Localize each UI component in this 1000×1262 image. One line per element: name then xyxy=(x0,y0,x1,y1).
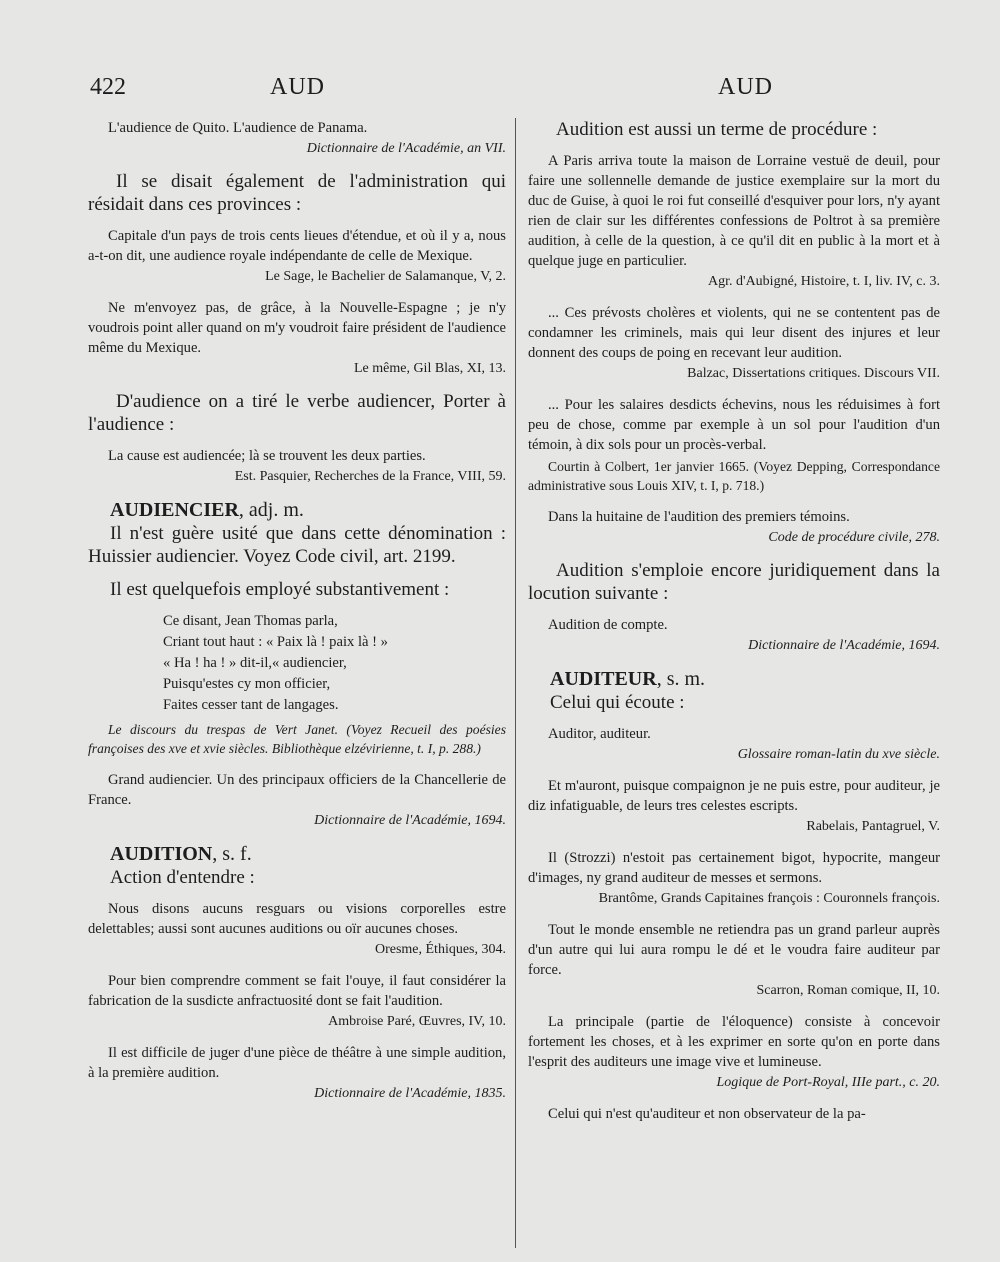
quote: Tout le monde ensemble ne retiendra pas un grand parleur auprès d'un autre qui lui aura rompu le dé et le voudra faire auditeur par force. xyxy=(528,922,940,978)
citation: Code de procédure civile, 278. xyxy=(768,530,940,545)
headword-audition xyxy=(110,842,506,866)
citation: Brantôme, Grands Capitaines françois : Couronnels françois. xyxy=(598,891,940,906)
quote: La principale (partie de l'éloquence) consiste à concevoir fortement les choses, et à les exprimer en sorte qu'on en porte dans l'esprit des auditeurs une image vive et lumineuse. xyxy=(528,1014,940,1070)
definition: Action d'entendre : xyxy=(110,867,255,888)
part-of-speech: , s. m. xyxy=(656,668,706,690)
quote: La cause est audiencée; là se trouvent les deux parties. xyxy=(108,448,426,464)
quote: L'audience de Quito. L'audience de Panama. xyxy=(108,120,368,136)
quote: Pour bien comprendre comment se fait l'ouye, il faut considérer la fabrication de la susdicte anfractuosité dont se fait l'audition. xyxy=(88,973,506,1009)
quote: A Paris arriva toute la maison de Lorraine vestuë de deuil, pour faire une sollennelle demande de justice exemplaire sur la mort du duc de Guise, à quoi le roi fut conseillé d'esquiver pour lors, n'y ayant rien de clair sur les différentes confessions de Poltrot à sa première audition, à celle de la question, à ce qu'il dit en public à la mort et à quelque juge en particulier. xyxy=(528,153,940,269)
right-running-head: AUD xyxy=(718,74,773,100)
verse-line: Ce disant, Jean Thomas parla, xyxy=(163,613,338,629)
citation: Agr. d'Aubigné, Histoire, t. I, liv. IV, c. 3. xyxy=(708,274,940,289)
quote: Capitale d'un pays de trois cents lieues d'étendue, et où il y a, nous a-t-on dit, une audience royale indépendante de celle de Mexique. xyxy=(88,228,506,264)
definition: Audition est aussi un terme de procédure : xyxy=(556,119,878,140)
citation: Dictionnaire de l'Académie, 1694. xyxy=(748,638,940,653)
citation: Scarron, Roman comique, II, 10. xyxy=(756,983,940,998)
quote: Audition de compte. xyxy=(548,617,668,633)
quote: Nous disons aucuns resguars ou visions corporelles estre delettables; aussi sont aucunes auditions ou oïr aucunes choses. xyxy=(88,901,506,937)
column-divider xyxy=(515,118,516,1248)
citation: Glossaire roman-latin du xve siècle. xyxy=(737,747,940,762)
citation: Rabelais, Pantagruel, V. xyxy=(806,819,940,834)
quote: Grand audiencier. Un des principaux officiers de la Chancellerie de France. xyxy=(88,772,506,808)
right-column xyxy=(528,118,940,1126)
citation: Logique de Port-Royal, IIIe part., c. 20. xyxy=(716,1075,940,1090)
definition: Il n'est guère usité que dans cette dénomination : Huissier audiencier. Voyez Code civil, art. 2199. xyxy=(88,523,506,567)
verse-line: Criant tout haut : « Paix là ! paix là ! » xyxy=(163,634,388,650)
quote: ... Ces prévosts cholères et violents, qui ne se contentent pas de condamner les criminels, mais qui leur disent des injures et leur donnent des coups de poing en recevant leur audition. xyxy=(528,305,940,361)
quote: Dans la huitaine de l'audition des premiers témoins. xyxy=(548,509,850,525)
definition: Il est quelquefois employé substantivement : xyxy=(110,579,450,600)
citation: Dictionnaire de l'Académie, 1835. xyxy=(314,1086,506,1101)
quote: Et m'auront, puisque compaignon je ne puis estre, pour auditeur, je diz infatiguable, de leurs tres celestes escripts. xyxy=(528,778,940,814)
citation-note: Le discours du trespas de Vert Janet. (Voyez Recueil des poésies françoises des xve et xvie siècles. Bibliothèque elzévirienne, t. I, p. 288.) xyxy=(88,722,506,756)
quote: Celui qui n'est qu'auditeur et non observateur de la pa- xyxy=(548,1106,866,1122)
citation: Le Sage, le Bachelier de Salamanque, V, 2. xyxy=(265,269,506,284)
definition: D'audience on a tiré le verbe audiencer, Porter à l'audience : xyxy=(88,391,506,435)
quote: Auditor, auditeur. xyxy=(548,726,651,742)
citation: Ambroise Paré, Œuvres, IV, 10. xyxy=(328,1014,506,1029)
headword-auditeur xyxy=(550,667,940,691)
page-number: 422 xyxy=(90,74,126,100)
quote: Ne m'envoyez pas, de grâce, à la Nouvelle-Espagne ; je n'y voudrois point aller quand on m'y voudroit faire président de l'audience même du Mexique. xyxy=(88,300,506,356)
verse-quote xyxy=(163,611,506,716)
citation: Oresme, Éthiques, 304. xyxy=(374,942,506,957)
citation: Le même, Gil Blas, XI, 13. xyxy=(353,361,506,376)
verse-line: Puisqu'estes cy mon officier, xyxy=(163,676,331,692)
part-of-speech: , s. f. xyxy=(212,843,252,865)
headword-text: AUDITEUR xyxy=(550,668,657,690)
quote: Il (Strozzi) n'estoit pas certainement bigot, hypocrite, mangeur d'images, ny grand auditeur de messes et sermons. xyxy=(528,850,940,886)
headword-audiencier xyxy=(110,498,506,522)
citation-note: Courtin à Colbert, 1er janvier 1665. (Voyez Depping, Correspondance administrative sous Louis XIV, t. I, p. 718.) xyxy=(528,459,940,493)
part-of-speech: , adj. m. xyxy=(238,499,304,521)
verse-line: Faites cesser tant de langages. xyxy=(163,697,339,713)
headword-text: AUDIENCIER xyxy=(110,499,239,521)
verse-line: « Ha ! ha ! » dit-il,« audiencier, xyxy=(163,655,347,671)
left-column xyxy=(88,118,506,1115)
headword-text: AUDITION xyxy=(110,843,213,865)
definition: Celui qui écoute : xyxy=(550,692,685,713)
quote: ... Pour les salaires desdicts échevins, nous les réduisimes à fort peu de chose, comme par exemple à un sol pour l'audition d'un témoin, à dix sols pour un procès-verbal. xyxy=(528,397,940,453)
left-running-head: AUD xyxy=(270,74,325,100)
definition: Audition s'emploie encore juridiquement dans la locution suivante : xyxy=(528,560,940,604)
citation: Balzac, Dissertations critiques. Discours VII. xyxy=(687,366,940,381)
citation: Dictionnaire de l'Académie, 1694. xyxy=(314,813,506,828)
quote: Il est difficile de juger d'une pièce de théâtre à une simple audition, à la première audition. xyxy=(88,1045,506,1081)
definition: Il se disait également de l'administration qui résidait dans ces provinces : xyxy=(88,171,506,215)
citation: Est. Pasquier, Recherches de la France, VIII, 59. xyxy=(234,469,506,484)
citation: Dictionnaire de l'Académie, an VII. xyxy=(306,141,506,156)
